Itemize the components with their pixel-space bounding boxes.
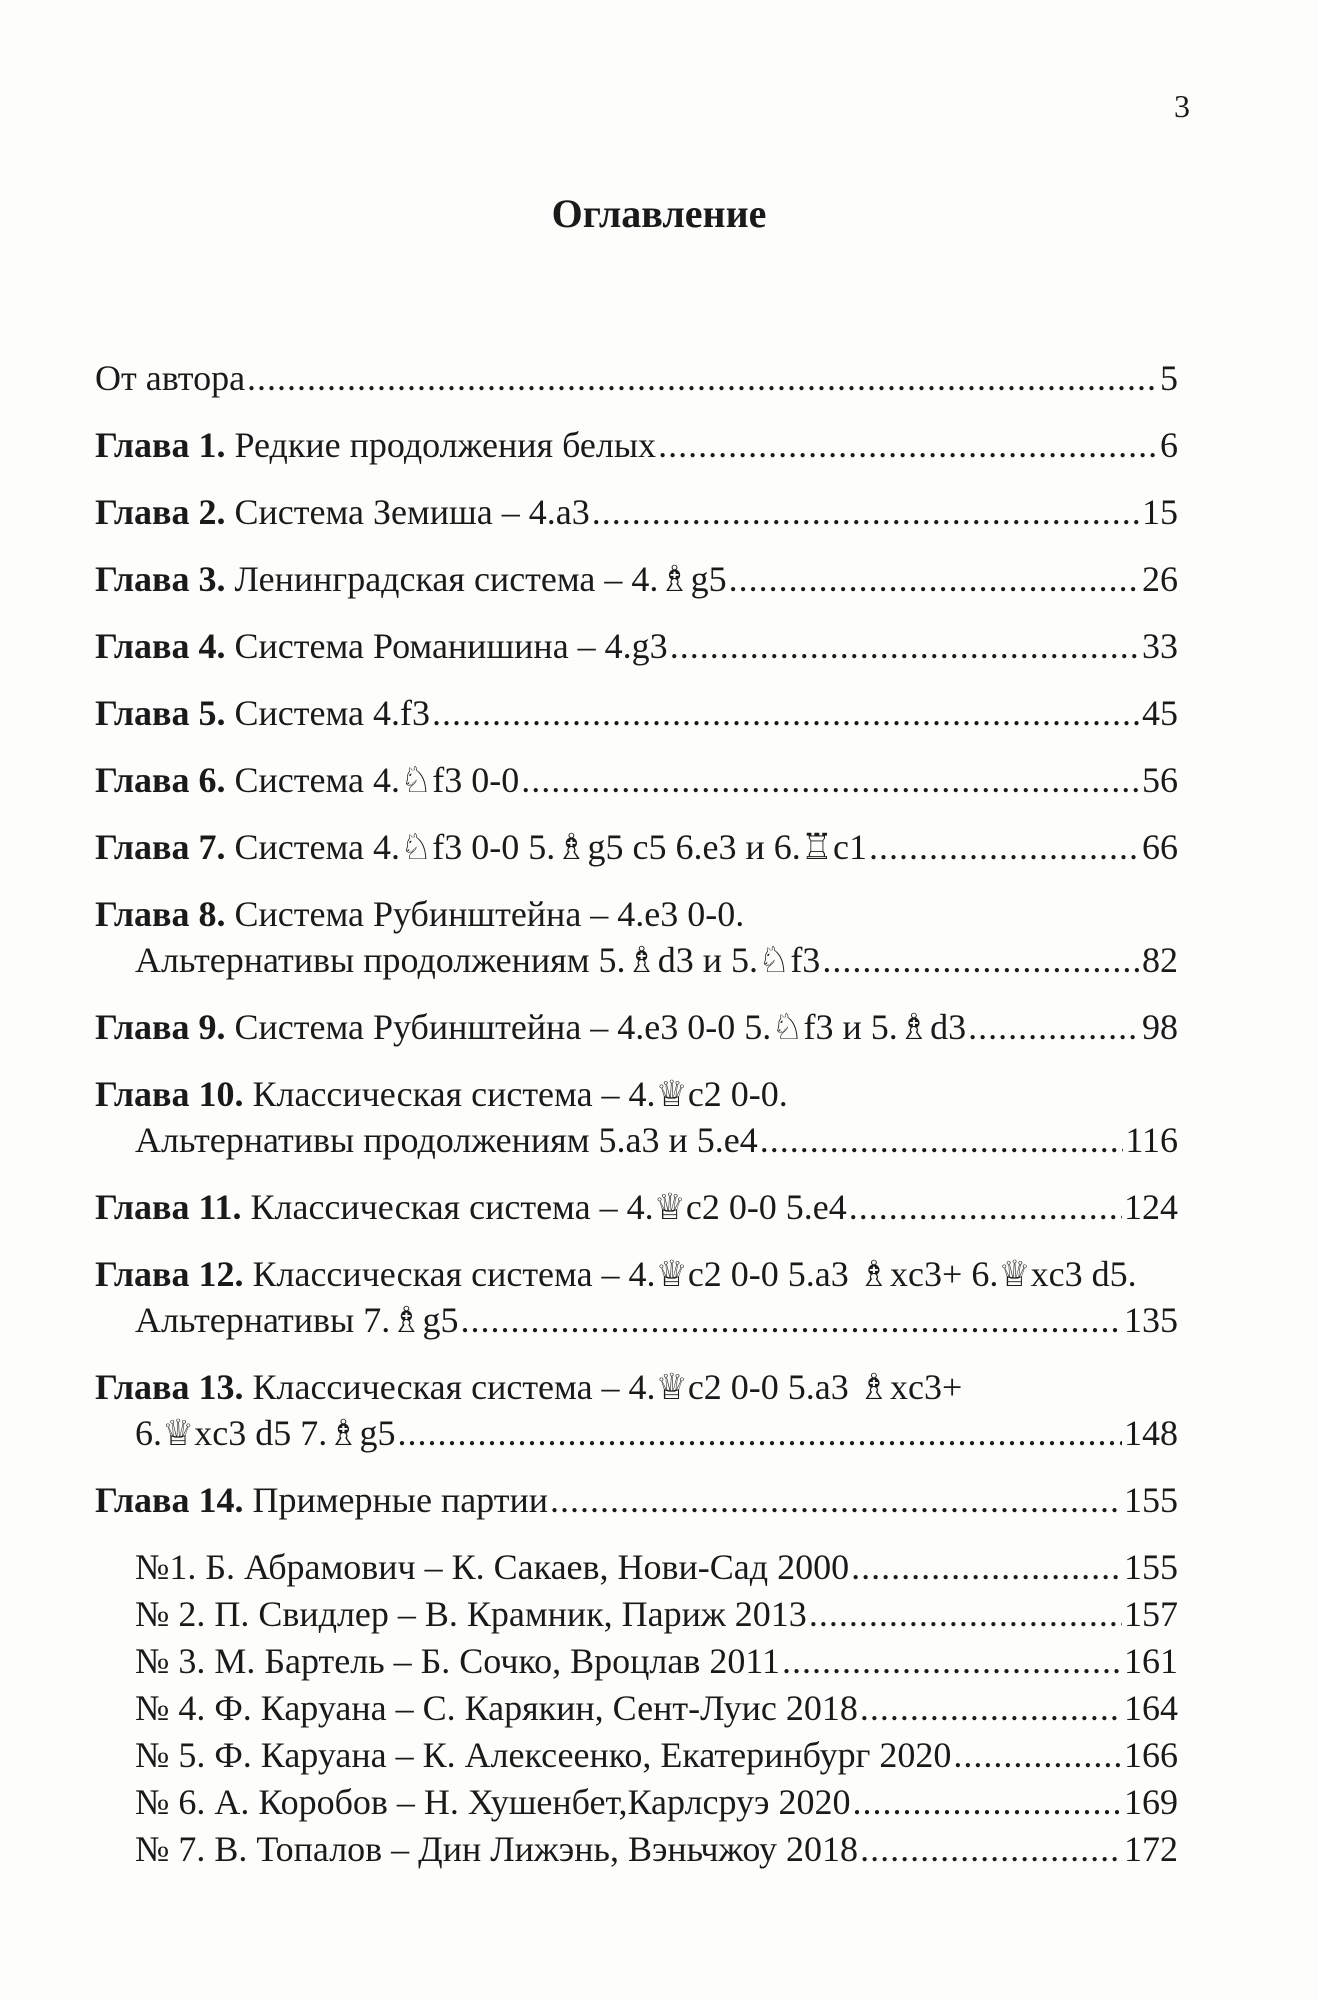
entry-title: Система Рубинштейна – 4.e3 0-0 5.♘f3 и 5.♗d3 bbox=[234, 1007, 967, 1047]
page-ref: 26 bbox=[1142, 559, 1178, 599]
game-entry[interactable] bbox=[135, 1638, 1178, 1685]
toc-entry[interactable] bbox=[95, 489, 1178, 535]
entry-title: Альтернативы продолжениям 5.a3 и 5.e4 bbox=[135, 1120, 758, 1160]
entry-title: Классическая система – 4.♕c2 0-0 5.a3 ♗xc3+ 6.♕xc3 d5. bbox=[252, 1254, 1137, 1294]
game-title: №1. Б. Абрамович – К. Сакаев, Нови-Сад 2000 bbox=[135, 1547, 850, 1587]
game-entry[interactable] bbox=[135, 1779, 1178, 1826]
page-ref: 82 bbox=[1142, 940, 1178, 980]
page-ref: 15 bbox=[1142, 492, 1178, 532]
game-entry[interactable] bbox=[135, 1591, 1178, 1638]
chapter-label: Глава 4. bbox=[95, 626, 226, 666]
page-ref: 166 bbox=[1124, 1735, 1178, 1775]
entry-title: Система Романишина – 4.g3 bbox=[234, 626, 668, 666]
page-ref: 161 bbox=[1124, 1641, 1178, 1681]
chapter-label: Глава 13. bbox=[95, 1367, 244, 1407]
page-number: 3 bbox=[1174, 88, 1190, 124]
dot-leader bbox=[729, 556, 1140, 602]
game-title: № 3. М. Бартель – Б. Сочко, Вроцлав 2011 bbox=[135, 1641, 781, 1681]
chapter-label: Глава 11. bbox=[95, 1187, 242, 1227]
page-title: Оглавление bbox=[551, 191, 767, 236]
page-ref: 155 bbox=[1124, 1547, 1178, 1587]
dot-leader bbox=[953, 1732, 1122, 1779]
dot-leader bbox=[860, 1826, 1122, 1873]
chapter-label: Глава 9. bbox=[95, 1007, 226, 1047]
game-title: № 2. П. Свидлер – В. Крамник, Париж 2013 bbox=[135, 1594, 807, 1634]
game-title: № 5. Ф. Каруана – К. Алексеенко, Екатеринбург 2020 bbox=[135, 1735, 952, 1775]
chapter-label: Глава 2. bbox=[95, 492, 226, 532]
chapter-label: Глава 6. bbox=[95, 760, 226, 800]
page-ref: 169 bbox=[1124, 1782, 1178, 1822]
page-ref: 124 bbox=[1124, 1187, 1178, 1227]
entry-title: Альтернативы продолжениям 5.♗d3 и 5.♘f3 bbox=[135, 940, 821, 980]
entry-title: Система 4.f3 bbox=[234, 693, 430, 733]
toc-entry[interactable] bbox=[95, 757, 1178, 803]
entry-title: Ленинградская система – 4.♗g5 bbox=[234, 559, 727, 599]
page-ref: 33 bbox=[1142, 626, 1178, 666]
page-ref: 155 bbox=[1124, 1480, 1178, 1520]
page-ref: 116 bbox=[1125, 1120, 1178, 1160]
entry-title: Классическая система – 4.♕c2 0-0 5.e4 bbox=[250, 1187, 847, 1227]
chapter-label: Глава 8. bbox=[95, 894, 226, 934]
page-ref: 45 bbox=[1142, 693, 1178, 733]
dot-leader bbox=[461, 1297, 1123, 1343]
page-ref: 66 bbox=[1142, 827, 1178, 867]
toc-entry[interactable] bbox=[95, 1364, 1178, 1456]
dot-leader bbox=[849, 1184, 1122, 1230]
dot-leader bbox=[968, 1004, 1140, 1050]
entry-title: Примерные партии bbox=[252, 1480, 548, 1520]
game-entry[interactable] bbox=[135, 1826, 1178, 1873]
entry-title: Система 4.♘f3 0-0 bbox=[234, 760, 520, 800]
entry-title: От автора bbox=[95, 358, 246, 398]
entry-title: Классическая система – 4.♕c2 0-0. bbox=[252, 1074, 788, 1114]
dot-leader bbox=[860, 1685, 1122, 1732]
toc-entry[interactable] bbox=[95, 1251, 1178, 1343]
dot-leader bbox=[822, 937, 1140, 983]
entry-title: Альтернативы 7.♗g5 bbox=[135, 1300, 459, 1340]
toc-entry[interactable] bbox=[95, 1071, 1178, 1163]
chapter-label: Глава 14. bbox=[95, 1480, 244, 1520]
dot-leader bbox=[851, 1544, 1122, 1591]
toc-entry[interactable] bbox=[95, 1004, 1178, 1050]
entry-title: Система Рубинштейна – 4.e3 0-0. bbox=[234, 894, 745, 934]
dot-leader bbox=[658, 422, 1158, 468]
game-entry[interactable] bbox=[135, 1544, 1178, 1591]
game-entry[interactable] bbox=[135, 1732, 1178, 1779]
game-title: № 4. Ф. Каруана – С. Карякин, Сент-Луис 2018 bbox=[135, 1688, 858, 1728]
dot-leader bbox=[869, 824, 1140, 870]
dot-leader bbox=[247, 355, 1158, 401]
table-of-contents bbox=[95, 355, 1178, 1873]
dot-leader bbox=[670, 623, 1140, 669]
page-ref: 148 bbox=[1124, 1413, 1178, 1453]
chapter-label: Глава 10. bbox=[95, 1074, 244, 1114]
chapter-label: Глава 3. bbox=[95, 559, 226, 599]
entry-title: Система 4.♘f3 0-0 5.♗g5 c5 6.e3 и 6.♖c1 bbox=[234, 827, 867, 867]
page-ref: 5 bbox=[1160, 358, 1178, 398]
toc-entry[interactable] bbox=[95, 1477, 1178, 1523]
dot-leader bbox=[809, 1591, 1122, 1638]
entry-title: 6.♕xc3 d5 7.♗g5 bbox=[135, 1413, 396, 1453]
game-title: № 7. В. Топалов – Дин Лижэнь, Вэньчжоу 2018 bbox=[135, 1829, 859, 1869]
toc-entry[interactable] bbox=[95, 690, 1178, 736]
dot-leader bbox=[521, 757, 1140, 803]
dot-leader bbox=[550, 1477, 1122, 1523]
chapter-label: Глава 5. bbox=[95, 693, 226, 733]
dot-leader bbox=[760, 1117, 1124, 1163]
entry-title: Система Земиша – 4.a3 bbox=[234, 492, 590, 532]
games-list bbox=[95, 1544, 1178, 1873]
page-ref: 164 bbox=[1124, 1688, 1178, 1728]
dot-leader bbox=[398, 1410, 1122, 1456]
dot-leader bbox=[782, 1638, 1122, 1685]
toc-entry[interactable] bbox=[95, 355, 1178, 401]
page-ref: 6 bbox=[1160, 425, 1178, 465]
page-ref: 172 bbox=[1124, 1829, 1178, 1869]
toc-entry[interactable] bbox=[95, 891, 1178, 983]
dot-leader bbox=[852, 1779, 1122, 1826]
chapter-label: Глава 12. bbox=[95, 1254, 244, 1294]
dot-leader bbox=[432, 690, 1140, 736]
toc-entry[interactable] bbox=[95, 1184, 1178, 1230]
entry-title: Редкие продолжения белых bbox=[234, 425, 657, 465]
toc-entry[interactable] bbox=[95, 556, 1178, 602]
toc-entry[interactable] bbox=[95, 824, 1178, 870]
page-ref: 135 bbox=[1124, 1300, 1178, 1340]
entry-title: Классическая система – 4.♕c2 0-0 5.a3 ♗xc3+ bbox=[252, 1367, 963, 1407]
page-ref: 56 bbox=[1142, 760, 1178, 800]
toc-entry[interactable] bbox=[95, 422, 1178, 468]
dot-leader bbox=[592, 489, 1140, 535]
toc-entry[interactable] bbox=[95, 623, 1178, 669]
page-ref: 157 bbox=[1124, 1594, 1178, 1634]
game-entry[interactable] bbox=[135, 1685, 1178, 1732]
chapter-label: Глава 7. bbox=[95, 827, 226, 867]
chapter-label: Глава 1. bbox=[95, 425, 226, 465]
game-title: № 6. А. Коробов – Н. Хушенбет,Карлсруэ 2020 bbox=[135, 1782, 851, 1822]
page-ref: 98 bbox=[1142, 1007, 1178, 1047]
